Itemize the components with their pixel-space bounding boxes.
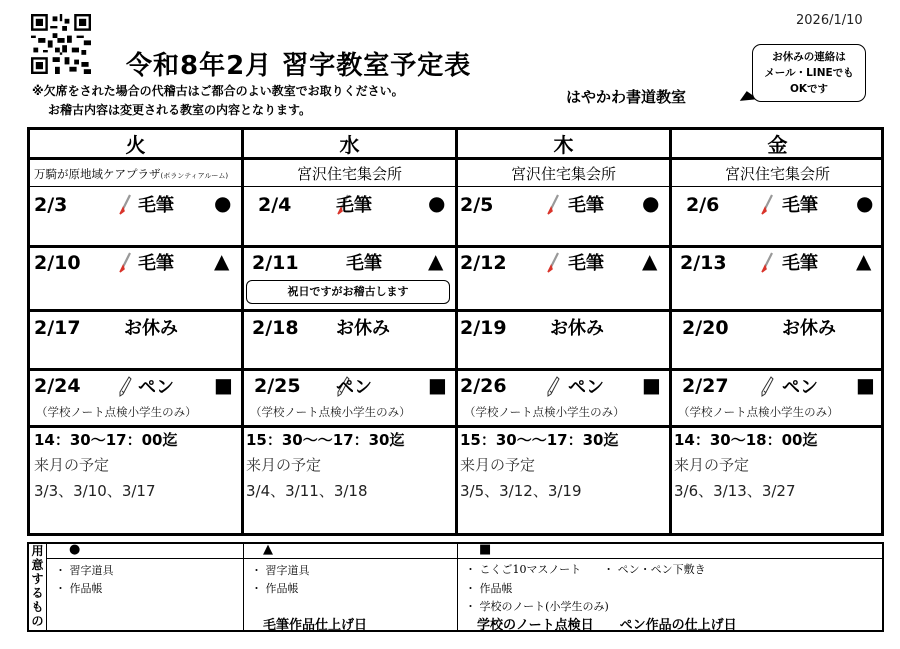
lesson-mark: ●	[856, 191, 874, 215]
pen-row-note: （学校ノート点検小学生のみ）	[464, 405, 625, 419]
lesson-type-label: ペン	[336, 377, 372, 398]
lesson-date: 2/20	[682, 317, 729, 339]
bubble-line: お休みの連絡は	[772, 51, 846, 63]
bubble-line: OKです	[789, 83, 829, 95]
side-char: も	[31, 600, 44, 614]
lesson-date: 2/18	[252, 317, 299, 339]
lesson-type-label: 毛筆	[138, 195, 174, 216]
side-char: す	[31, 572, 44, 586]
next-month-title: 来月の予定	[34, 456, 110, 474]
row-divider	[30, 309, 881, 312]
lesson-mark: ■	[428, 373, 447, 397]
side-char: 用	[31, 544, 44, 558]
pen-row-note: （学校ノート点検小学生のみ）	[250, 405, 411, 419]
row-divider	[30, 368, 881, 371]
absence-note: ※欠席をされた場合の代稽古はご都合のよい教室でお取りください。	[32, 84, 404, 98]
lesson-mark: ▲	[856, 249, 872, 273]
lesson-date: 2/11	[252, 252, 299, 274]
bubble-line: メール・LINEでも	[764, 67, 854, 79]
side-char: る	[31, 586, 44, 600]
closed-label: お休み	[550, 318, 604, 339]
supply-item: ・ 作品帳	[55, 582, 103, 595]
column-divider	[241, 130, 244, 533]
lesson-mark: ■	[856, 373, 875, 397]
page-title: 令和8年2月 習字教室予定表	[126, 51, 472, 81]
brush-icon	[760, 252, 774, 274]
supplies-divider	[243, 544, 244, 630]
brush-icon	[118, 194, 132, 216]
brush-icon	[760, 194, 774, 216]
day-header-wed: 水	[339, 133, 360, 157]
closed-label: お休み	[124, 318, 178, 339]
lesson-mark: ■	[214, 373, 233, 397]
triangle-mark: ▲	[263, 542, 273, 557]
side-char: 意	[31, 558, 44, 572]
lesson-mark: ▲	[428, 249, 444, 273]
next-month-title: 来月の予定	[246, 456, 322, 474]
side-char: の	[31, 614, 44, 628]
venue-thu: 宮沢住宅集会所	[510, 165, 616, 183]
lesson-date: 2/17	[34, 317, 81, 339]
pen-finish-day: 学校のノート点検日 ペン作品の仕上げ日	[477, 618, 737, 633]
next-month-dates: 3/5、3/12、3/19	[460, 482, 582, 500]
venue-fri: 宮沢住宅集会所	[724, 165, 830, 183]
lesson-type-label: 毛筆	[782, 195, 818, 216]
lesson-time: 14：30～17：00迄	[34, 431, 178, 449]
closed-label: お休み	[782, 318, 836, 339]
lesson-date: 2/25	[254, 375, 301, 397]
brush-icon	[546, 194, 560, 216]
brush-icon	[118, 252, 132, 274]
lesson-date: 2/24	[34, 375, 81, 397]
lesson-type-label: 毛筆	[568, 253, 604, 274]
issue-date: 2026/1/10	[796, 13, 863, 28]
lesson-date: 2/26	[460, 375, 507, 397]
pencil-icon	[546, 376, 560, 398]
lesson-date: 2/19	[460, 317, 507, 339]
next-month-dates: 3/4、3/11、3/18	[246, 482, 368, 500]
lesson-mark: ▲	[642, 249, 658, 273]
lesson-type-label: ペン	[568, 377, 604, 398]
lesson-date: 2/6	[686, 194, 720, 216]
next-month-title: 来月の予定	[674, 456, 750, 474]
supply-item: ・ 習字道具	[55, 564, 114, 577]
circle-mark: ●	[69, 542, 81, 557]
holiday-lesson-note: 祝日ですがお稽古します	[246, 280, 450, 304]
column-divider	[455, 130, 458, 533]
schedule-grid	[27, 127, 884, 536]
lesson-mark: ■	[642, 373, 661, 397]
content-note: お稽古内容は変更される教室の内容となります。	[48, 103, 312, 117]
lesson-type-label: ペン	[138, 377, 174, 398]
row-divider	[30, 425, 881, 428]
lesson-date: 2/13	[680, 252, 727, 274]
supply-item: ・ こくご10マスノート ・ ペン・ペン下敷き	[465, 563, 706, 576]
day-header-thu: 木	[553, 133, 574, 157]
lesson-type-label: 毛筆	[138, 253, 174, 274]
closed-label: お休み	[336, 318, 390, 339]
brush-icon	[546, 252, 560, 274]
lesson-date: 2/10	[34, 252, 81, 274]
school-name: はやかわ書道教室	[566, 88, 687, 106]
lesson-type-label: ペン	[782, 377, 818, 398]
brush-finish-day: 毛筆作品仕上げ日	[263, 618, 368, 633]
venue-name: 万騎が原地域ケアプラザ	[34, 167, 161, 181]
pen-row-note: （学校ノート点検小学生のみ）	[678, 405, 839, 419]
lesson-type-label: 毛筆	[336, 195, 372, 216]
supplies-header-line	[46, 558, 882, 559]
lesson-time: 15：30～～17：30迄	[460, 431, 619, 449]
lesson-mark: ●	[642, 191, 660, 215]
venue-tue	[30, 161, 241, 187]
pen-row-note: （学校ノート点検小学生のみ）	[36, 405, 197, 419]
lesson-type-label: 毛筆	[346, 253, 382, 274]
column-divider	[669, 130, 672, 533]
square-mark: ■	[479, 542, 492, 557]
lesson-type-label: 毛筆	[782, 253, 818, 274]
lesson-type-label: 毛筆	[568, 195, 604, 216]
pencil-icon	[760, 376, 774, 398]
day-header-fri: 金	[767, 133, 788, 157]
next-month-dates: 3/6、3/13、3/27	[674, 482, 796, 500]
day-header-tue: 火	[125, 133, 146, 157]
qr-code	[31, 14, 91, 74]
lesson-date: 2/3	[34, 194, 68, 216]
supplies-side-label	[29, 544, 47, 630]
supply-item: ・ 習字道具	[251, 564, 310, 577]
lesson-date: 2/4	[258, 194, 292, 216]
lesson-mark: ●	[214, 191, 232, 215]
lesson-date: 2/5	[460, 194, 494, 216]
lesson-mark: ●	[428, 191, 446, 215]
pencil-icon	[118, 376, 132, 398]
venue-room: (ボランティアルーム)	[160, 172, 229, 180]
contact-speech-bubble	[752, 44, 866, 102]
venue-wed: 宮沢住宅集会所	[296, 165, 402, 183]
supply-item: ・ 作品帳	[465, 582, 513, 595]
lesson-time: 14：30～18：00迄	[674, 431, 818, 449]
supply-item: ・ 作品帳	[251, 582, 299, 595]
supplies-divider	[457, 544, 458, 630]
supply-item: ・ 学校のノート(小学生のみ)	[465, 600, 609, 613]
lesson-date: 2/12	[460, 252, 507, 274]
lesson-mark: ▲	[214, 249, 230, 273]
lesson-date: 2/27	[682, 375, 729, 397]
row-divider	[30, 245, 881, 248]
next-month-title: 来月の予定	[460, 456, 536, 474]
lesson-time: 15：30～～17：30迄	[246, 431, 405, 449]
next-month-dates: 3/3、3/10、3/17	[34, 482, 156, 500]
supplies-table	[27, 542, 884, 632]
